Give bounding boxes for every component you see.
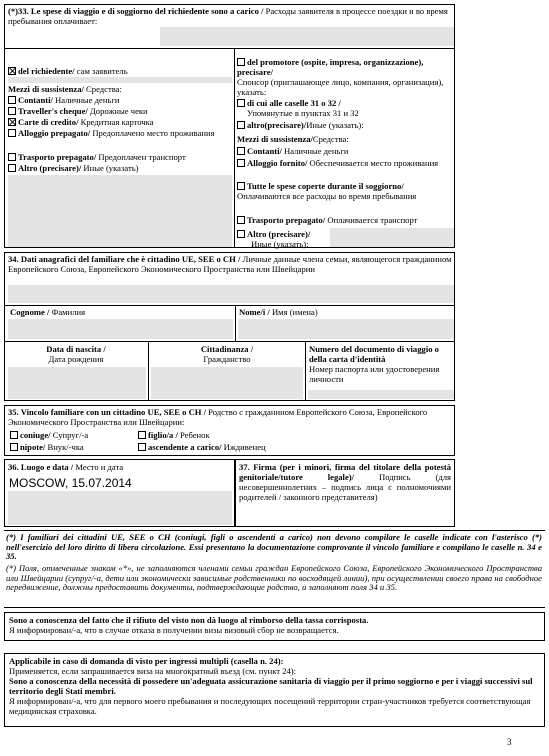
cit-field[interactable] (151, 367, 303, 399)
spouse-checkbox[interactable] (10, 431, 18, 439)
promoter-other: altro(precisare)/Иные (указать): (237, 120, 453, 130)
place-date-blank (8, 491, 232, 525)
right-item-other: Altro (precisare)/ Иные (указать): (237, 229, 329, 249)
promoter-checkbox[interactable] (237, 58, 245, 66)
section-35-title: 35. Vincolo familiare con un cittadino UE, SEE o CH / Родство с гражданином Европейского Союза, Европейского Экономического Пространства или Швейцарии: (8, 407, 428, 427)
right-item-accommodation: Alloggio fornito/ Обеспечивается место проживания (237, 158, 453, 168)
right-other-checkbox[interactable] (237, 230, 245, 238)
section-34-row-divider-1 (4, 305, 455, 306)
name-label: Nome/i / Имя (имена) (239, 307, 318, 317)
doc-label: Numero del documento di viaggio o della carta d'identità Номер паспорта или удостоверения личности (309, 344, 440, 384)
right-item-transport: Trasporto prepagato/ Оплачивается транспорт (237, 215, 453, 225)
doc-field[interactable] (308, 390, 454, 399)
surname-cell-divider (235, 305, 236, 341)
relation-child: figlio/a / Ребенок (138, 430, 210, 440)
dob-label: Data di nascita / Дата рождения (46, 344, 106, 364)
place-date-value[interactable]: MOSCOW, 15.07.2014 (9, 476, 132, 490)
section-34-title: 34. Dati anagrafici del familiare che è cittadino UE, SEE o CH / Личные данные члена семьи, являющегося гражданином Европейского Союза, Европейского Экономического Пространства или Швейцарии (8, 254, 452, 274)
grandchild-checkbox[interactable] (10, 443, 18, 451)
promoter-pays: del promotore (ospite, impresa, organizzazione), precisare/ Спонсор (приглашающее лицо, компания, организация), указать: (237, 57, 444, 97)
relation-grandchild: nipote/ Внук/-чка (10, 442, 84, 452)
left-other-checkbox[interactable] (8, 164, 16, 172)
left-item-other: Altro (precisare)/ Иные (указать) (8, 163, 232, 173)
left-accommodation-checkbox[interactable] (8, 129, 16, 137)
surname-label: Cognome / Фамилия (10, 307, 86, 317)
left-item-cash: Contanti/ Наличные деньги (8, 95, 232, 105)
cit-cell-divider (305, 341, 306, 401)
left-item-cheques: Traveller's cheque/ Дорожные чеки (8, 106, 232, 116)
section-33-blank[interactable] (160, 27, 454, 46)
right-other-blank[interactable] (330, 228, 454, 247)
relation-dependent: ascendente a carico/ Иждивенец (138, 442, 266, 452)
promoter-ref-checkbox[interactable] (237, 99, 245, 107)
right-means: Mezzi di sussistenza/Средства: (237, 134, 349, 144)
relation-spouse: coniuge/ Супруг/-а (10, 430, 88, 440)
right-transport-checkbox[interactable] (237, 216, 245, 224)
section-34-row-divider-2 (4, 341, 455, 342)
left-means: Mezzi di sussistenza/ Средства: (8, 84, 122, 94)
notes-divider-bottom (4, 607, 545, 608)
section-34-blank (8, 285, 454, 303)
section-33-divider (4, 48, 455, 49)
left-item-accommodation: Alloggio prepagato/ Предоплачено место проживания (8, 128, 232, 138)
section-33-title: (*)33. Le spese di viaggio e di soggiorno del richiedente sono a carico / Расходы заявителя в процессе поездки и во время пребывания оплачивает: (8, 6, 448, 26)
left-item-card: Carte di credito/ Кредитная карточка (8, 117, 232, 127)
left-other-blank[interactable] (8, 175, 232, 247)
child-checkbox[interactable] (138, 431, 146, 439)
note-italian: (*) I familiari dei cittadini UE, SEE o CH (coniugi, figli o ascendenti a carico) non devono compilare le caselle indicate con l'asterisco (*) nell'esercizio del loro diritto di libera circolazione. Essi presentano la documentazione comprovante il vincolo familiare e compilano le caselle n. 34 e 35. (6, 532, 542, 562)
dob-cell-divider (148, 341, 149, 401)
left-transport-checkbox[interactable] (8, 153, 16, 161)
notes-divider-top (4, 530, 545, 531)
dob-field[interactable] (8, 367, 146, 399)
applicant-checkbox[interactable] (8, 67, 16, 75)
refusal-text: Sono a conoscenza del fatto che il rifiuto del visto non dà luogo al rimborso della tassa corrisposta. Я информирован/-а, что в случае отказа в получении визы визовый сбор не возвращается. (9, 615, 369, 635)
section-33-middle-divider (234, 48, 235, 248)
multi-entry-text: Applicabile in caso di domanda di visto per ingressi multipli (casella n. 24): Применяется, если запрашивается виза на многократный въезд (см. пункт 24): Sono a conoscenza della necessità di possedere un'adeguata assicurazione sanitaria di viaggio per il primo soggiorno e per i viaggi successivi sul territorio degli Stati membri. Я информирован/-а, что для первого моего пребывания и последующих посещений территории стран-участников требуется соответствующая медицинская страховка. (9, 656, 533, 716)
applicant-blank (8, 77, 232, 83)
note-russian: (*) Поля, отмеченные знаком «*», не заполняются членами семьи граждан Европейского Союза, Европейского Экономического Пространства или Швейцарии (супруг/-а, дети или экономически зависимые родственники по восходящей линии), при осуществлении своего права на свободное передвижение, должны предоставить документы, подтверждающие родство, и заполняют поля 34 и 35. (6, 563, 542, 593)
dependent-checkbox[interactable] (138, 443, 146, 451)
surname-field[interactable] (8, 319, 233, 339)
right-cash-checkbox[interactable] (237, 147, 245, 155)
right-accommodation-checkbox[interactable] (237, 159, 245, 167)
right-item-all-costs: Tutte le spese coperte durante il soggiorno/ Оплачиваются все расходы во время пребывания (237, 181, 417, 201)
left-card-checkbox[interactable] (8, 118, 16, 126)
promoter-ref: di cui alle caselle 31 o 32 / Упомянутые в пунктах 31 и 32 (237, 98, 453, 118)
left-cash-checkbox[interactable] (8, 96, 16, 104)
applicant-pays: del richiedente/ сам заявитель (8, 66, 230, 76)
page-number: 3 (507, 737, 512, 747)
promoter-other-checkbox[interactable] (237, 121, 245, 129)
name-field[interactable] (238, 319, 454, 339)
cit-label: Cittadinanza / Гражданство (200, 344, 254, 364)
left-item-transport: Trasporto prepagato/ Предоплачен транспорт (8, 152, 232, 162)
left-cheques-checkbox[interactable] (8, 107, 16, 115)
right-all-costs-checkbox[interactable] (237, 182, 245, 190)
right-item-cash: Contanti/ Наличные деньги (237, 146, 453, 156)
section-36-title: 36. Luogo e data / Место и дата (8, 462, 124, 472)
section-37-title: 37. Firma (per i minori, firma del titolare della potestà genitoriale/tutore legale)/ Подпись (для несовершеннолетних – подпись лица с полномочиями родителей / законного представителя) (239, 462, 451, 502)
